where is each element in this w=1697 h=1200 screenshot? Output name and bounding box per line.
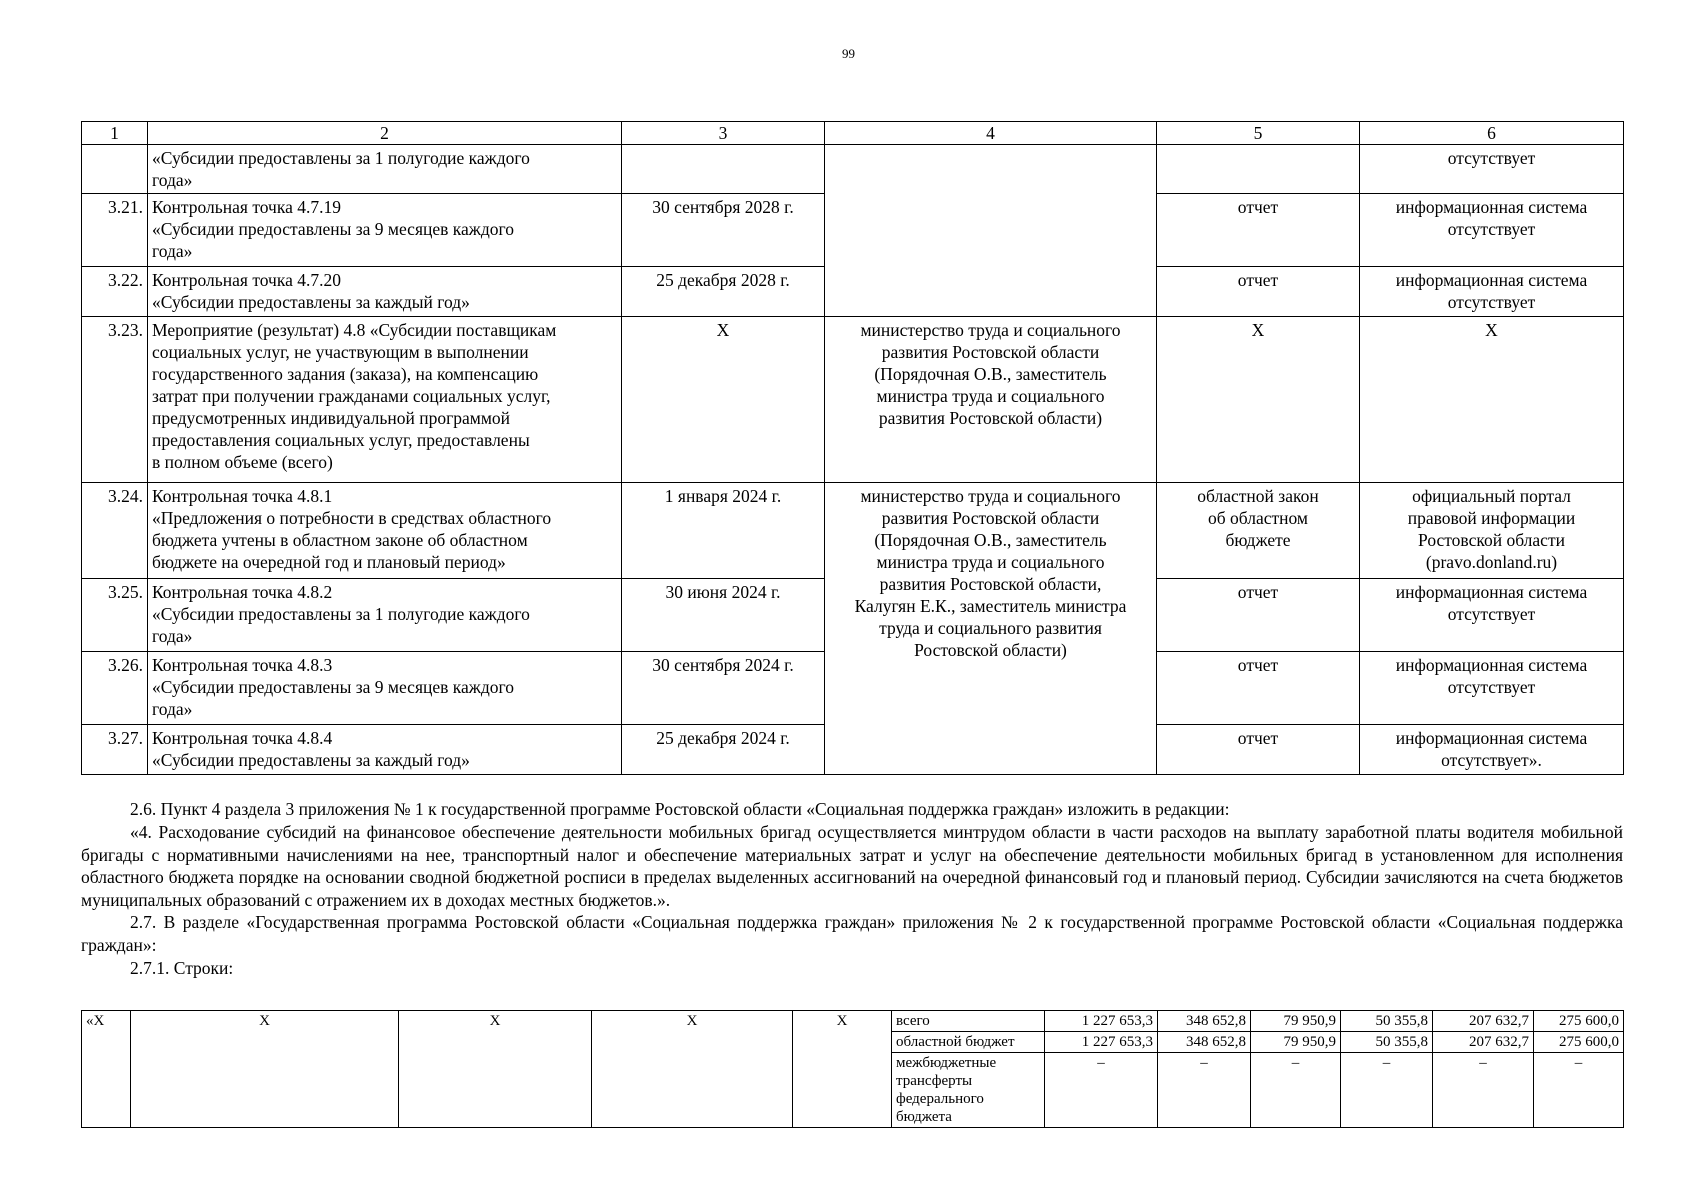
table-row [82, 483, 1624, 579]
value-cell: – [1433, 1053, 1534, 1128]
row-date: 30 сентября 2028 г. [622, 194, 825, 267]
value-cell: 275 600,0 [1534, 1011, 1624, 1032]
value-cell: 79 950,9 [1251, 1032, 1341, 1053]
value-cell: 348 652,8 [1158, 1032, 1251, 1053]
header-cell: 5 [1157, 122, 1360, 145]
value-cell: 348 652,8 [1158, 1011, 1251, 1032]
paragraph-2-7: 2.7. В разделе «Государственная программа Ростовской области «Социальная поддержка граждан» приложения № 2 к государственной программе Ростовской области «Социальная поддержка граждан»: [81, 912, 1623, 955]
row-info-system: официальный портал правовой информации Ростовской области (pravo.donland.ru) [1360, 483, 1624, 579]
table-row [82, 317, 1624, 483]
row-date: 25 декабря 2028 г. [622, 267, 825, 317]
value-cell: – [1251, 1053, 1341, 1128]
row-date [622, 145, 825, 194]
row-number: 3.25. [82, 579, 148, 652]
row-document: отчет [1157, 194, 1360, 267]
row-description: Контрольная точка 4.8.1 «Предложения о потребности в средствах областного бюджета учтены в областном законе об областном бюджете на очередной год и плановый период» [148, 483, 622, 579]
value-cell: 1 227 653,3 [1045, 1032, 1158, 1053]
row-description: Контрольная точка 4.8.2 «Субсидии предоставлены за 1 полугодие каждого года» [148, 579, 622, 652]
header-cell: 3 [622, 122, 825, 145]
value-cell: 1 227 653,3 [1045, 1011, 1158, 1032]
row-info-system: Х [1360, 317, 1624, 483]
row-responsible: министерство труда и социального развития Ростовской области (Порядочная О.В., заместитель министра труда и социального развития Ростовской области, Калугян Е.К., заместитель министра труда и социального развития Ростовской области) [825, 483, 1157, 775]
header-cell: 2 [148, 122, 622, 145]
row-description: Контрольная точка 4.7.19 «Субсидии предоставлены за 9 месяцев каждого года» [148, 194, 622, 267]
lead-cell: Х [131, 1011, 399, 1128]
row-date: 25 декабря 2024 г. [622, 725, 825, 775]
value-cell: – [1045, 1053, 1158, 1128]
row-number: 3.24. [82, 483, 148, 579]
header-cell: 4 [825, 122, 1157, 145]
header-cell: 1 [82, 122, 148, 145]
value-cell: 207 632,7 [1433, 1011, 1534, 1032]
row-date: 30 июня 2024 г. [622, 579, 825, 652]
row-document: Х [1157, 317, 1360, 483]
row-document: областной закон об областном бюджете [1157, 483, 1360, 579]
value-cell: – [1158, 1053, 1251, 1128]
lead-cell: Х [592, 1011, 793, 1128]
table-row [82, 145, 1624, 194]
paragraph-2-7-1: 2.7.1. Строки: [130, 958, 234, 978]
value-cell: 79 950,9 [1251, 1011, 1341, 1032]
row-document: отчет [1157, 267, 1360, 317]
row-label: межбюджетные трансферты федерального бюджета [892, 1053, 1045, 1128]
header-cell: 6 [1360, 122, 1624, 145]
row-date: 1 января 2024 г. [622, 483, 825, 579]
row-info-system: информационная система отсутствует [1360, 579, 1624, 652]
value-cell: 207 632,7 [1433, 1032, 1534, 1053]
control-points-table [81, 121, 1624, 775]
lead-cell: Х [793, 1011, 892, 1128]
row-responsible: министерство труда и социального развития Ростовской области (Порядочная О.В., заместитель министра труда и социального развития Ростовской области) [825, 317, 1157, 483]
row-info-system: информационная система отсутствует [1360, 194, 1624, 267]
row-info-system: информационная система отсутствует». [1360, 725, 1624, 775]
row-description: Контрольная точка 4.8.3 «Субсидии предоставлены за 9 месяцев каждого года» [148, 652, 622, 725]
row-number: 3.22. [82, 267, 148, 317]
row-number: 3.27. [82, 725, 148, 775]
row-number: 3.26. [82, 652, 148, 725]
row-info-system: информационная система отсутствует [1360, 267, 1624, 317]
row-description: Мероприятие (результат) 4.8 «Субсидии поставщикам социальных услуг, не участвующим в выполнении государственного задания (заказа), на компенсацию затрат при получении гражданами социальных услуг, предусмотренных индивидуальной программой предоставления социальных услуг, предоставлены в полном объеме (всего) [148, 317, 622, 483]
row-number: 3.21. [82, 194, 148, 267]
table-row [82, 1011, 1624, 1032]
row-responsible [825, 145, 1157, 317]
row-number: 3.23. [82, 317, 148, 483]
row-label: областной бюджет [892, 1032, 1045, 1053]
row-description: Контрольная точка 4.8.4 «Субсидии предоставлены за каждый год» [148, 725, 622, 775]
value-cell: 275 600,0 [1534, 1032, 1624, 1053]
table-header-row [82, 122, 1624, 145]
row-document: отчет [1157, 652, 1360, 725]
lead-cell: «Х [82, 1011, 131, 1128]
row-info-system: отсутствует [1360, 145, 1624, 194]
page-number: 99 [842, 46, 855, 61]
value-cell: 50 355,8 [1341, 1032, 1433, 1053]
row-description: «Субсидии предоставлены за 1 полугодие каждого года» [148, 145, 622, 194]
paragraph-2-6: 2.6. Пункт 4 раздела 3 приложения № 1 к государственной программе Ростовской области «Социальная поддержка граждан» изложить в редакции: [130, 799, 1230, 819]
budget-table [81, 1010, 1624, 1128]
row-info-system: информационная система отсутствует [1360, 652, 1624, 725]
row-document [1157, 145, 1360, 194]
row-number [82, 145, 148, 194]
row-document: отчет [1157, 725, 1360, 775]
row-document: отчет [1157, 579, 1360, 652]
row-label: всего [892, 1011, 1045, 1032]
value-cell: – [1534, 1053, 1624, 1128]
row-date: Х [622, 317, 825, 483]
value-cell: 50 355,8 [1341, 1011, 1433, 1032]
row-date: 30 сентября 2024 г. [622, 652, 825, 725]
row-description: Контрольная точка 4.7.20 «Субсидии предоставлены за каждый год» [148, 267, 622, 317]
paragraph-quote: «4. Расходование субсидий на финансовое обеспечение деятельности мобильных бригад осуществляется минтрудом области в части расходов на выплату заработной платы водителя мобильной бригады с нормативными начислениями на нее, транспортный налог и обеспечение материальных затрат и услуг на обеспечение деятельности мобильных бригад в установленном для исполнения областного бюджета порядке на основании сводной бюджетной росписи в пределах выделенных ассигнований на очередной финансовый год и плановый период. Субсидии зачисляются на счета бюджетов муниципальных образований с отражением их в доходах местных бюджетов.». [81, 822, 1623, 910]
lead-cell: Х [399, 1011, 592, 1128]
value-cell: – [1341, 1053, 1433, 1128]
